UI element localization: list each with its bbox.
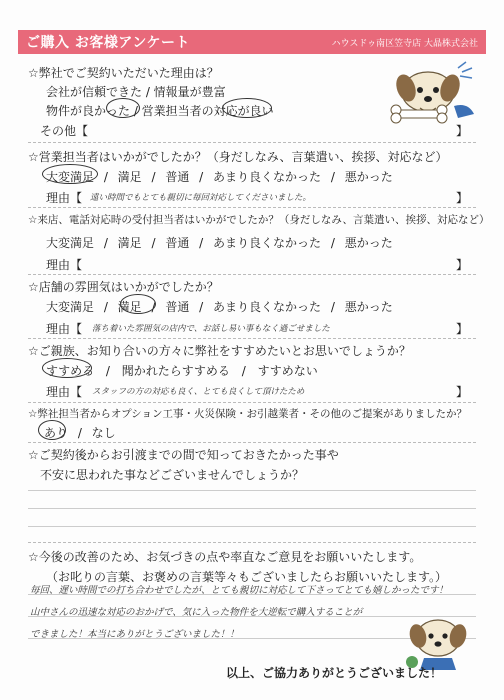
q1-options-line2: 物件が良かった / 営業担当者の対応が良い	[46, 104, 274, 118]
separator	[28, 542, 476, 543]
q1-selection-mark	[222, 98, 272, 118]
q5-reason-label: 理由【	[46, 385, 83, 399]
answer-line	[28, 490, 476, 491]
q8-question: ☆今後の改善のため、お気づきの点や率直なご意見をお願いいたします。	[28, 550, 422, 564]
q8-question-line2: （お叱りの言葉、お褒めの言葉等々もございましたらお願いいたします。）	[46, 570, 448, 584]
q2-reason-close: 】	[456, 191, 469, 205]
dog-mascot-icon	[388, 58, 480, 128]
q5-question: ☆ご親族、お知り合いの方々に弊社をすすめたいとお思いでしょうか？	[28, 344, 411, 358]
q6-question: ☆弊社担当者からオプション工事・火災保険・お引越業者・その他のご提案がありましたか？	[28, 408, 467, 420]
separator	[28, 274, 476, 275]
q5-reason-answer: スタッフの方の対応も良く、とても良くして頂けたため	[92, 387, 305, 397]
q4-reason-label: 理由【	[46, 322, 83, 336]
q5-selection-mark	[42, 358, 92, 378]
separator	[28, 142, 476, 143]
q4-options: 大変満足 / 満足 / 普通 / あまり良くなかった / 悪かった	[46, 300, 393, 314]
q7-question-line2: 不安に思われた事などございませんでしょうか？	[40, 468, 305, 482]
answer-line	[28, 508, 476, 509]
shop-name: ハウスドゥ南区笠寺店 大晶株式会社	[331, 38, 478, 49]
q2-reason-label: 理由【	[46, 191, 83, 205]
q4-reason-answer: 落ち着いた雰囲気の店内で、お話し易い事もなく過ごせました	[92, 324, 330, 334]
q8-answer-line1: 毎回、遅い時間での打ち合わせでしたが、とても親切に対応して下さってとても嬉しかったです！	[30, 585, 449, 596]
q3-options: 大変満足 / 満足 / 普通 / あまり良くなかった / 悪かった	[46, 236, 393, 250]
q5-reason-close: 】	[456, 385, 469, 399]
q3-reason-close: 】	[456, 258, 469, 272]
q2-selection-mark	[42, 164, 98, 184]
q7-question: ☆ご契約後からお引渡までの間で知っておきたかった事や	[28, 448, 339, 462]
survey-header	[18, 30, 486, 54]
q3-reason-label: 理由【	[46, 258, 83, 272]
q1-question: ☆弊社でご契約いただいた理由は？	[28, 66, 219, 80]
separator	[28, 442, 476, 443]
survey-title: ご購入 お客様アンケート	[26, 35, 191, 51]
q5-options: すすめる / 聞かれたらすすめる / すすめない	[46, 364, 318, 378]
q1-other-label: その他【	[40, 124, 89, 138]
separator	[28, 338, 476, 339]
dog-mascot-icon	[398, 610, 478, 670]
q8-answer-line3: できました！本当にありがとうございました！！	[30, 629, 240, 640]
q3-question: ☆来店、電話対応時の受付担当者はいかがでしたか？（身だしなみ、言葉遣い、挨拶、対応など）	[28, 214, 490, 226]
q2-reason-answer: 遠い時間でもとても親切に毎回対応してくださいました。	[90, 193, 312, 203]
q6-selection-mark	[38, 420, 66, 440]
q6-options: あり / なし	[44, 426, 116, 440]
q4-question: ☆店舗の雰囲気はいかがでしたか？	[28, 280, 219, 294]
q1-other-close: 】	[456, 124, 469, 138]
closing-message: 以上、ご協力ありがとうございました！	[226, 666, 443, 680]
q4-selection-mark	[120, 294, 156, 314]
q8-answer-line2: 山中さんの迅速な対応のおかげで、気に入った物件を大逆転で購入することが	[30, 607, 363, 618]
separator	[28, 207, 476, 208]
q4-reason-close: 】	[456, 322, 469, 336]
answer-line	[28, 526, 476, 527]
separator	[28, 402, 476, 403]
q2-question: ☆営業担当者はいかがでしたか？（身だしなみ、言葉遣い、挨拶、対応など）	[28, 150, 448, 164]
q1-selection-mark	[106, 98, 140, 118]
q1-options-line1: 会社が信頼できた / 情報量が豊富	[46, 85, 226, 99]
q2-options: 大変満足 / 満足 / 普通 / あまり良くなかった / 悪かった	[46, 170, 393, 184]
